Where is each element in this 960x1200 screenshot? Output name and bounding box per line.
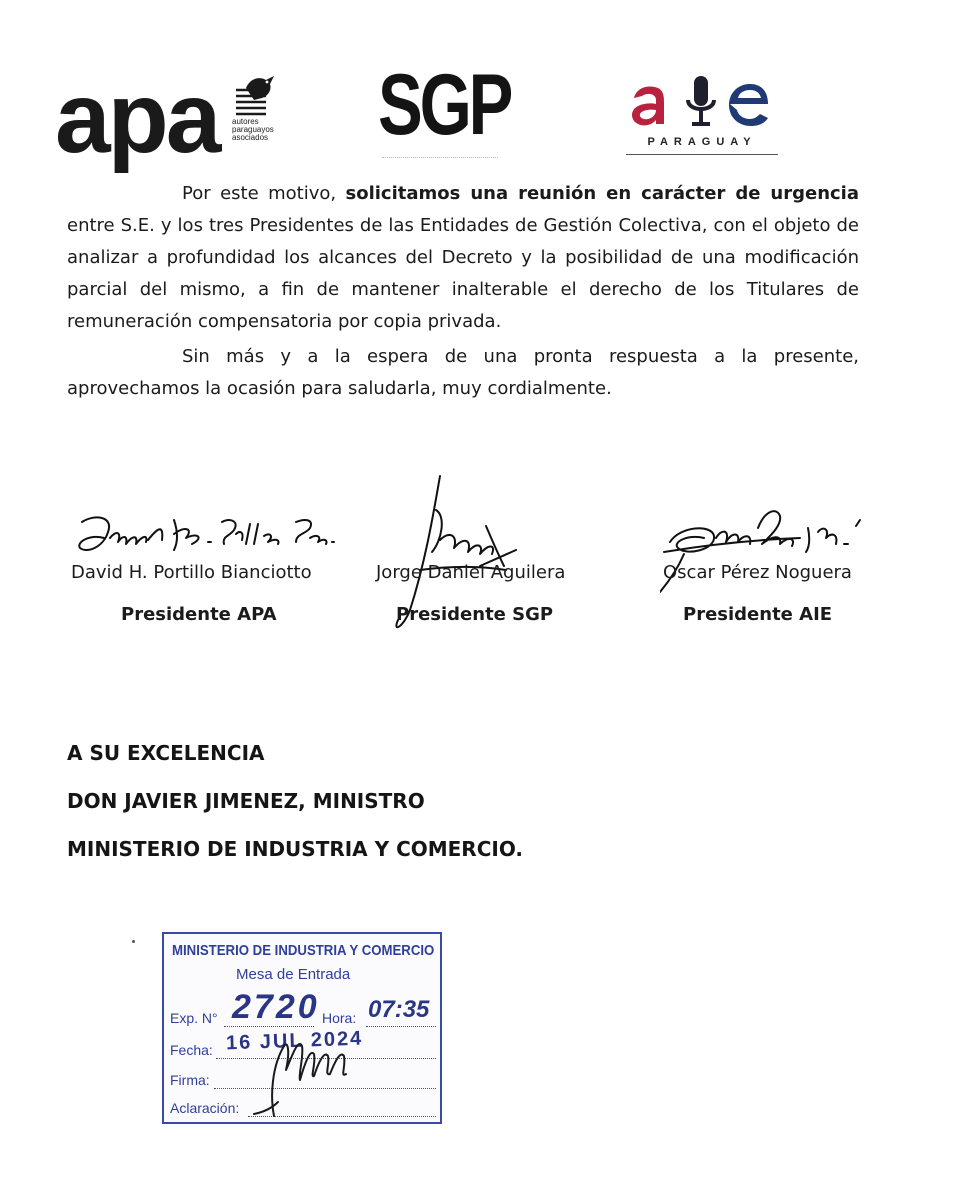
paragraph-request: Por este motivo, solicitamos una reunión en carácter de urgencia entre S.E. y los tres Presidentes de las Entidades de Gestión Colectiva, con el objeto de analizar a profundidad los alcances del Decreto y la posibilidad de una modificación parcial del mismo, a fin de mantener inalterable el derecho de los Titulares de remuneración compensatoria por copia privada. bbox=[67, 183, 859, 332]
stamp-fecha-value: 16 JUL 2024 bbox=[225, 1027, 364, 1055]
signatory-role: Presidente AIE bbox=[683, 604, 833, 625]
aie-logo-rule bbox=[626, 154, 778, 155]
recipient-line-1: A SU EXCELENCIA bbox=[67, 741, 265, 765]
stamp-fecha-label: Fecha: bbox=[170, 1042, 213, 1058]
apa-bird-icon bbox=[232, 72, 282, 118]
aie-logo bbox=[626, 72, 778, 132]
paragraph-closing: Sin más y a la espera de una pronta respuesta a la presente, aprovechamos la ocasión para saludarla, muy cordialmente. bbox=[67, 346, 859, 399]
stamp-hora-value: 07:35 bbox=[368, 996, 430, 1023]
apa-logo-wordmark: apa bbox=[55, 62, 219, 174]
sgp-logo-wordmark: SGP bbox=[378, 57, 511, 153]
stray-dot bbox=[132, 940, 135, 943]
reception-stamp bbox=[162, 932, 442, 1124]
stamp-hora-dots bbox=[366, 1026, 436, 1027]
recipient-line-3: MINISTERIO DE INDUSTRIA Y COMERCIO. bbox=[67, 837, 523, 861]
signature-scribble-portillo bbox=[74, 508, 338, 560]
stamp-receipt-signature bbox=[244, 1016, 374, 1122]
recipient-line-2: DON JAVIER JIMENEZ, MINISTRO bbox=[67, 789, 425, 813]
sgp-logo-underline bbox=[382, 157, 498, 161]
paragraph-request-emphasis: solicitamos una reunión en carácter de urgencia bbox=[345, 183, 859, 204]
stamp-subtitle: Mesa de Entrada bbox=[236, 966, 351, 983]
stamp-hora-label: Hora: bbox=[322, 1010, 357, 1026]
stamp-title: MINISTERIO DE INDUSTRIA Y COMERCIO bbox=[172, 942, 435, 959]
signatory-name: Jorge Daniel Aguilera bbox=[376, 562, 566, 583]
signatory-role: Presidente SGP bbox=[396, 604, 554, 625]
signatory-name: Oscar Pérez Noguera bbox=[663, 562, 852, 583]
signatory-name: David H. Portillo Bianciotto bbox=[71, 562, 312, 583]
stamp-exp-value: 2720 bbox=[232, 988, 320, 1026]
stamp-firma-label: Firma: bbox=[170, 1072, 210, 1088]
signatory-role: Presidente APA bbox=[121, 604, 277, 625]
stamp-exp-label: Exp. N° bbox=[170, 1010, 218, 1026]
apa-logo-subtitle: autores paraguayos asociados bbox=[232, 117, 274, 142]
aie-logo-subtitle: PARAGUAY bbox=[647, 136, 757, 148]
stamp-aclaracion-label: Aclaración: bbox=[170, 1100, 240, 1116]
